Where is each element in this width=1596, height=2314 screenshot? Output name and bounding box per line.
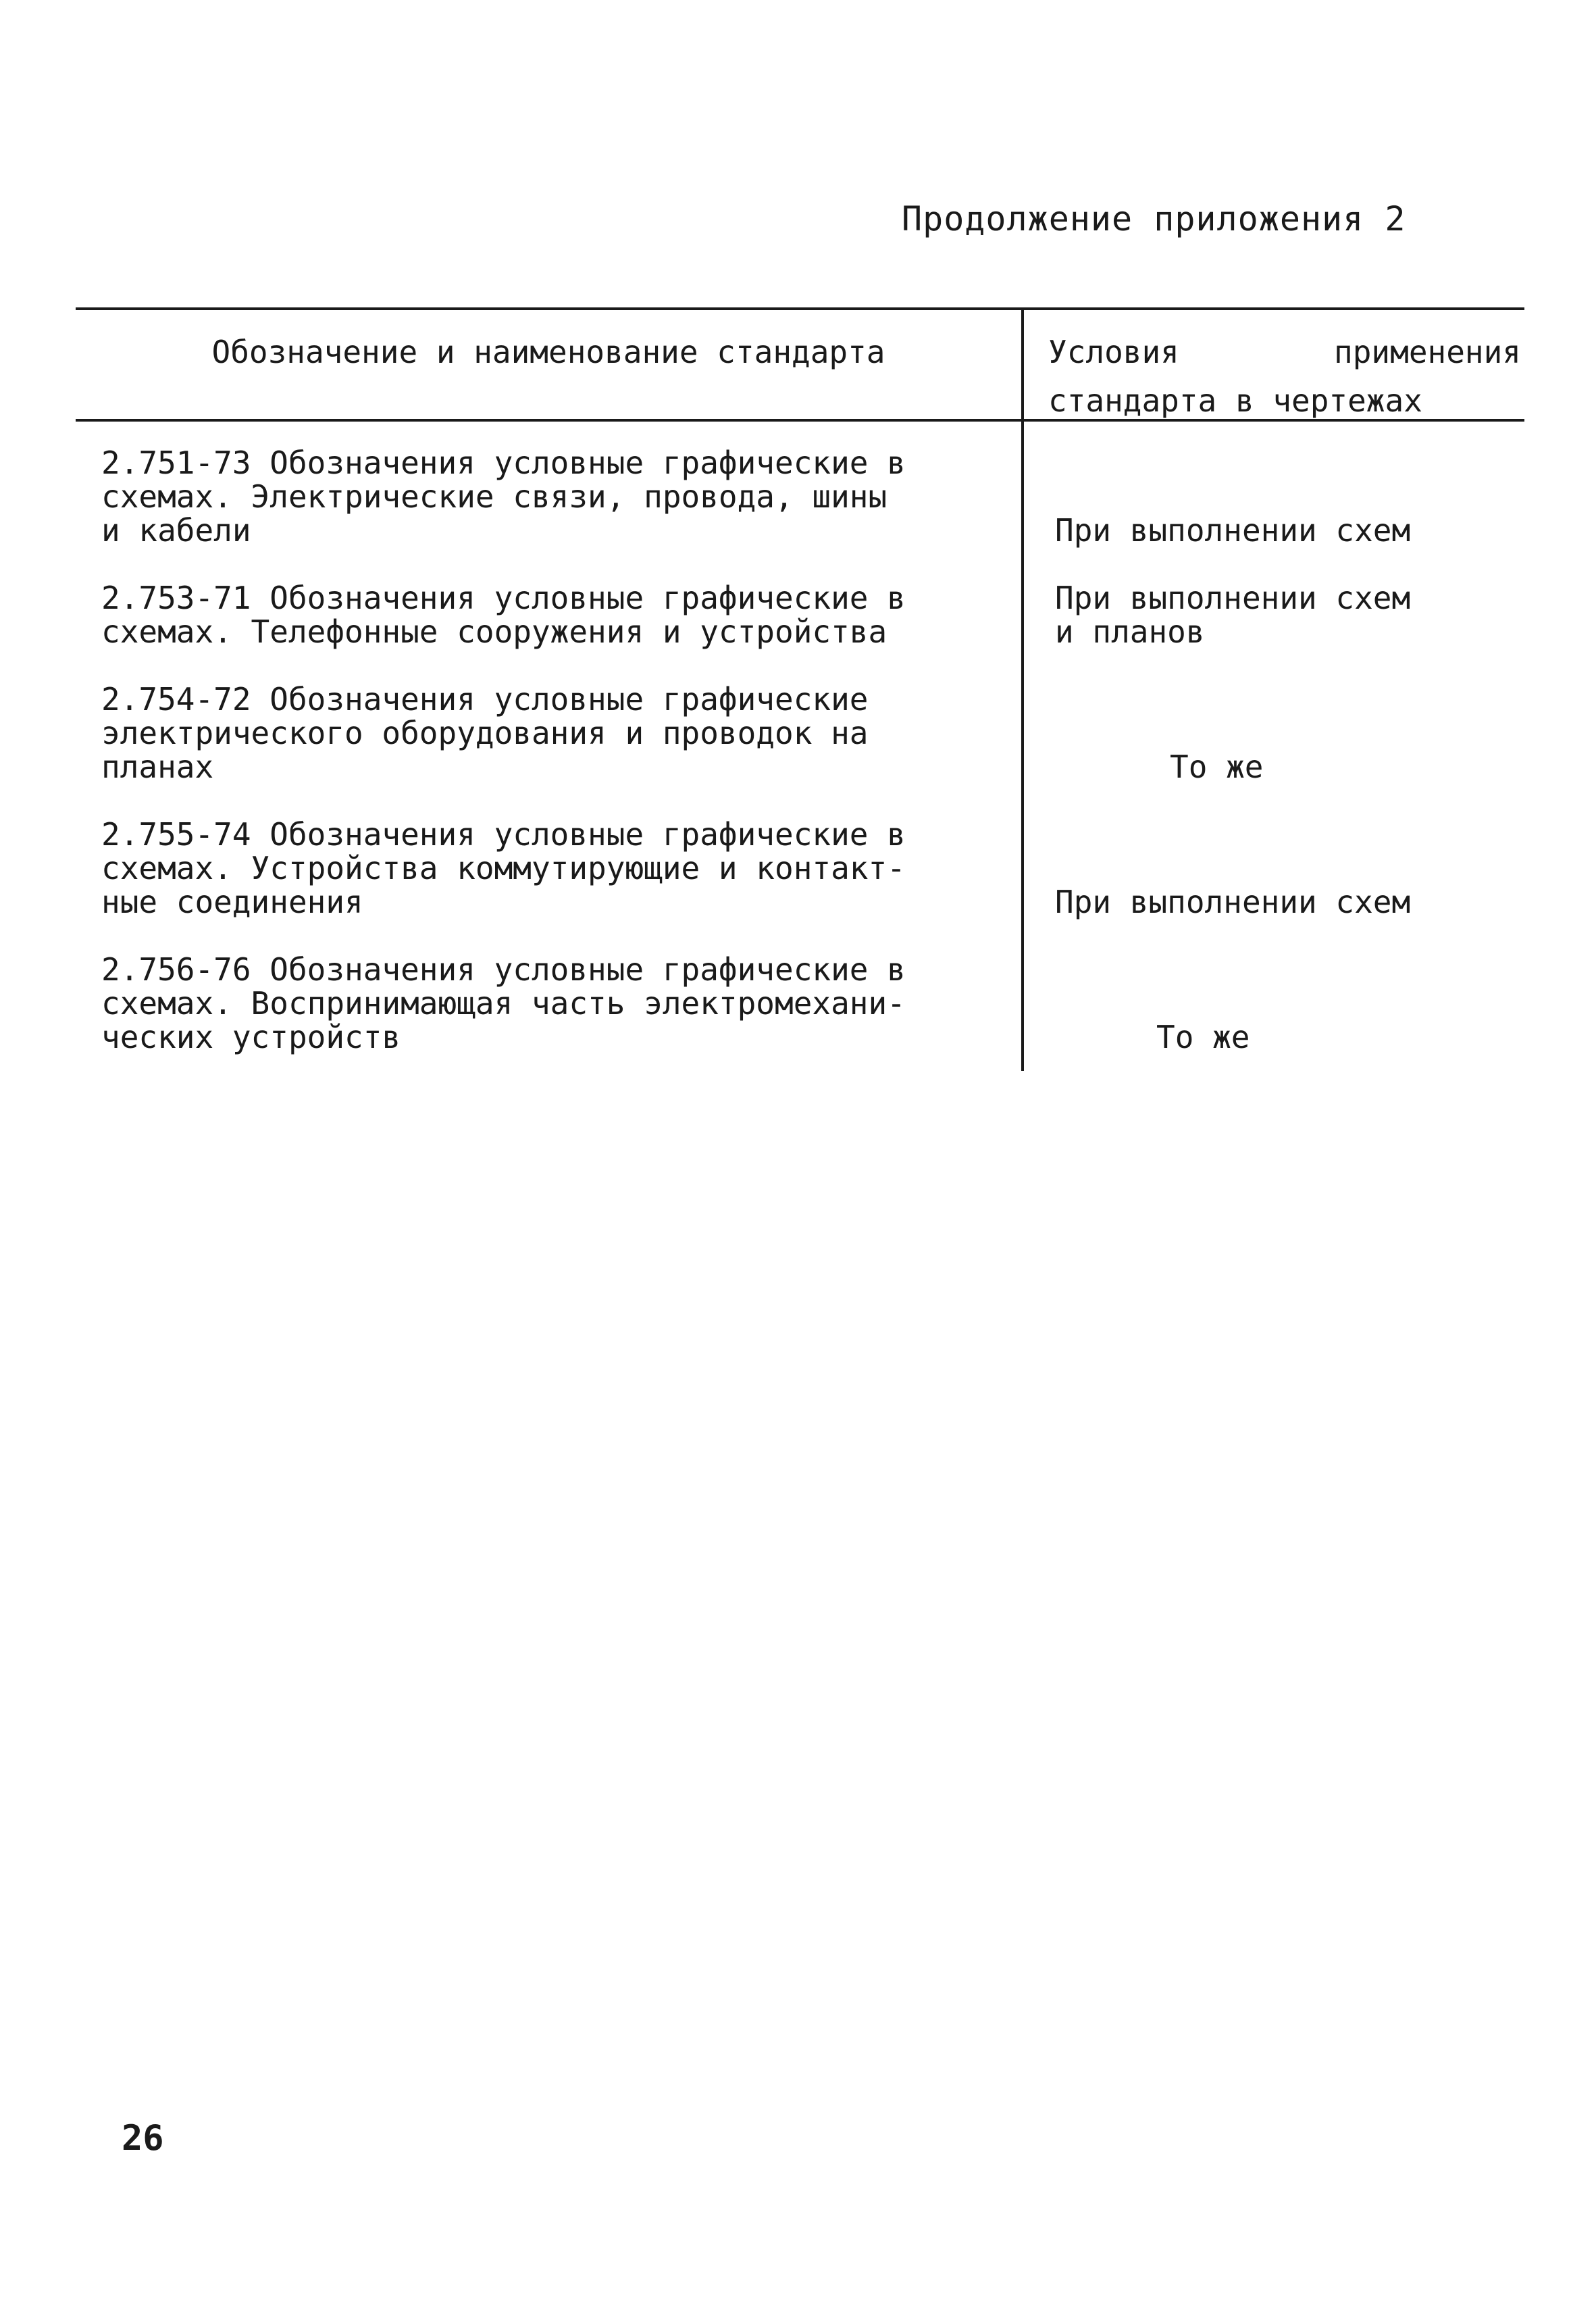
conditions-cell: То же xyxy=(1156,1019,1250,1055)
table-top-rule xyxy=(76,307,1524,310)
standards-table xyxy=(76,307,1524,1071)
column-header-conditions-word2: применения xyxy=(1334,334,1521,370)
continuation-heading: Продолжение приложения 2 xyxy=(902,199,1406,238)
conditions-cell: При выполнении схем xyxy=(1055,884,1411,920)
column-divider xyxy=(1021,307,1024,1071)
column-header-conditions-word1: Условия xyxy=(1048,334,1179,370)
column-header-conditions xyxy=(1048,328,1521,425)
conditions-cell: При выполнении схем и планов xyxy=(1055,580,1411,650)
standard-cell: 2.751-73 Обозначения условные графические в схемах. Электрические связи, провода, шины и кабели xyxy=(101,445,906,549)
column-header-conditions-line1 xyxy=(1048,328,1521,376)
column-header-standard: Обозначение и наименование стандарта xyxy=(211,334,885,370)
standard-cell: 2.755-74 Обозначения условные графические в схемах. Устройства коммутирующие и контакт- ные соединения xyxy=(101,816,906,920)
conditions-cell: То же xyxy=(1170,749,1264,785)
column-header-conditions-line2: стандарта в чертежах xyxy=(1048,382,1422,419)
standard-cell: 2.756-76 Обозначения условные графические в схемах. Воспринимающая часть электромехани- ческих устройств xyxy=(101,951,906,1055)
conditions-cell: При выполнении схем xyxy=(1055,512,1411,549)
standard-cell: 2.754-72 Обозначения условные графические электрического оборудования и проводок на планах xyxy=(101,681,869,785)
page-number: 26 xyxy=(122,2118,164,2159)
standard-cell: 2.753-71 Обозначения условные графические в схемах. Телефонные сооружения и устройства xyxy=(101,580,906,650)
